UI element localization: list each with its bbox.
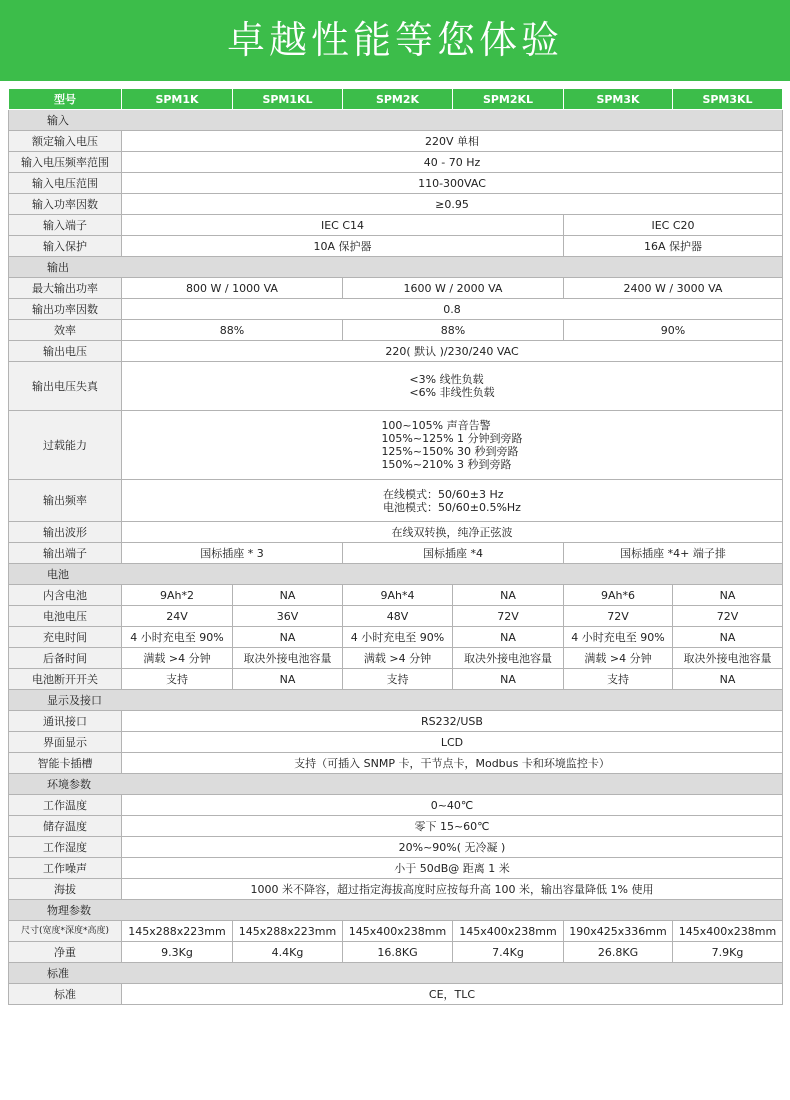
table-row <box>9 984 783 1005</box>
row-label: 输入保护 <box>9 236 122 257</box>
table-row <box>9 173 783 194</box>
row-label: 工作湿度 <box>9 837 122 858</box>
table-row <box>9 711 783 732</box>
table-header-row <box>9 89 783 110</box>
table-row <box>9 732 783 753</box>
table-cell: 4 小时充电至 90% <box>564 627 673 648</box>
table-row <box>9 341 783 362</box>
cell-line: 150%~210% 3 秒到旁路 <box>381 458 512 471</box>
table-cell: 取决外接电池容量 <box>673 648 783 669</box>
table-row <box>9 543 783 564</box>
table-cell: 取决外接电池容量 <box>453 648 564 669</box>
table-cell: NA <box>233 585 343 606</box>
table-cell: NA <box>673 627 783 648</box>
section-label: 输入 <box>9 110 783 131</box>
row-label: 效率 <box>9 320 122 341</box>
table-cell: 取决外接电池容量 <box>233 648 343 669</box>
row-label: 智能卡插槽 <box>9 753 122 774</box>
header-cell: SPM1K <box>122 89 233 110</box>
table-row <box>9 215 783 236</box>
table-cell: 国标插座 *4 <box>343 543 564 564</box>
row-label: 输出频率 <box>9 480 122 522</box>
cell-line: <3% 线性负载 <box>409 373 484 386</box>
table-cell: 支持 <box>564 669 673 690</box>
header-cell: 型号 <box>9 89 122 110</box>
row-label: 输入功率因数 <box>9 194 122 215</box>
row-label: 输出波形 <box>9 522 122 543</box>
table-cell: NA <box>233 669 343 690</box>
section-label: 显示及接口 <box>9 690 783 711</box>
table-cell: 国标插座 *4+ 端子排 <box>564 543 783 564</box>
row-label: 尺寸(宽度*深度*高度) <box>9 921 122 942</box>
table-cell: 72V <box>564 606 673 627</box>
section-row <box>9 963 783 984</box>
table-cell: NA <box>673 669 783 690</box>
table-cell: 145x400x238mm <box>453 921 564 942</box>
row-label: 工作温度 <box>9 795 122 816</box>
row-label: 输入端子 <box>9 215 122 236</box>
table-row <box>9 480 783 522</box>
table-row <box>9 942 783 963</box>
table-cell: 7.4Kg <box>453 942 564 963</box>
table-cell: 16A 保护器 <box>564 236 783 257</box>
table-cell: NA <box>453 585 564 606</box>
row-label: 内含电池 <box>9 585 122 606</box>
table-cell: 72V <box>453 606 564 627</box>
cell-line: 105%~125% 1 分钟到旁路 <box>381 432 523 445</box>
table-cell <box>122 362 783 411</box>
table-cell: NA <box>453 627 564 648</box>
table-cell: 零下 15~60℃ <box>122 816 783 837</box>
section-row <box>9 774 783 795</box>
table-cell: IEC C14 <box>122 215 564 236</box>
table-cell: 7.9Kg <box>673 942 783 963</box>
table-cell: 在线双转换，纯净正弦波 <box>122 522 783 543</box>
row-label: 输入电压频率范围 <box>9 152 122 173</box>
header-cell: SPM3K <box>564 89 673 110</box>
row-label: 标准 <box>9 984 122 1005</box>
table-cell: 220V 单相 <box>122 131 783 152</box>
table-cell: 2400 W / 3000 VA <box>564 278 783 299</box>
table-cell: 145x400x238mm <box>673 921 783 942</box>
table-row <box>9 236 783 257</box>
row-label: 充电时间 <box>9 627 122 648</box>
row-label: 过载能力 <box>9 411 122 480</box>
table-cell: 40 - 70 Hz <box>122 152 783 173</box>
header-cell: SPM2K <box>343 89 453 110</box>
cell-line: 电池模式：50/60±0.5%Hz <box>383 500 521 514</box>
table-cell: 88% <box>343 320 564 341</box>
table-cell: 190x425x336mm <box>564 921 673 942</box>
table-cell: 支持 <box>122 669 233 690</box>
table-cell: 10A 保护器 <box>122 236 564 257</box>
table-cell: 145x288x223mm <box>122 921 233 942</box>
table-cell: 4 小时充电至 90% <box>122 627 233 648</box>
table-cell: ≥0.95 <box>122 194 783 215</box>
header-cell: SPM3KL <box>673 89 783 110</box>
row-label: 后备时间 <box>9 648 122 669</box>
row-label: 海拔 <box>9 879 122 900</box>
title-banner <box>0 0 790 81</box>
table-cell: 24V <box>122 606 233 627</box>
table-cell: 220( 默认 )/230/240 VAC <box>122 341 783 362</box>
header-cell: SPM1KL <box>233 89 343 110</box>
table-cell: 0.8 <box>122 299 783 320</box>
row-label: 输出端子 <box>9 543 122 564</box>
table-cell: 800 W / 1000 VA <box>122 278 343 299</box>
table-row <box>9 753 783 774</box>
row-label: 储存温度 <box>9 816 122 837</box>
table-cell: 9Ah*4 <box>343 585 453 606</box>
section-label: 标准 <box>9 963 783 984</box>
row-label: 界面显示 <box>9 732 122 753</box>
table-cell: 1000 米不降容，超过指定海拔高度时应按每升高 100 米，输出容量降低 1% 使用 <box>122 879 783 900</box>
table-cell: 0~40℃ <box>122 795 783 816</box>
table-row <box>9 837 783 858</box>
table-cell: 9Ah*2 <box>122 585 233 606</box>
row-label: 电池断开开关 <box>9 669 122 690</box>
table-row <box>9 795 783 816</box>
header-cell: SPM2KL <box>453 89 564 110</box>
table-cell: 国标插座 * 3 <box>122 543 343 564</box>
section-label: 电池 <box>9 564 783 585</box>
table-cell: 9.3Kg <box>122 942 233 963</box>
table-row <box>9 669 783 690</box>
table-cell: 小于 50dB@ 距离 1 米 <box>122 858 783 879</box>
table-row <box>9 299 783 320</box>
table-cell: 满载 >4 分钟 <box>122 648 233 669</box>
section-label: 物理参数 <box>9 900 783 921</box>
cell-line: 125%~150% 30 秒到旁路 <box>381 445 519 458</box>
row-label: 最大输出功率 <box>9 278 122 299</box>
table-cell: NA <box>233 627 343 648</box>
section-label: 环境参数 <box>9 774 783 795</box>
table-row <box>9 879 783 900</box>
section-row <box>9 110 783 131</box>
row-label: 工作噪声 <box>9 858 122 879</box>
section-row <box>9 690 783 711</box>
table-row <box>9 278 783 299</box>
row-label: 通讯接口 <box>9 711 122 732</box>
table-cell: 9Ah*6 <box>564 585 673 606</box>
row-label: 输出功率因数 <box>9 299 122 320</box>
section-row <box>9 257 783 278</box>
section-row <box>9 900 783 921</box>
row-label: 净重 <box>9 942 122 963</box>
table-row <box>9 816 783 837</box>
table-row <box>9 320 783 341</box>
table-cell: 20%~90%( 无冷凝 ) <box>122 837 783 858</box>
row-label: 电池电压 <box>9 606 122 627</box>
table-row <box>9 194 783 215</box>
table-cell: 36V <box>233 606 343 627</box>
row-label: 额定输入电压 <box>9 131 122 152</box>
cell-line: 在线模式：50/60±3 Hz <box>383 487 504 501</box>
table-cell: 88% <box>122 320 343 341</box>
table-cell: 支持 <box>343 669 453 690</box>
table-cell: 4.4Kg <box>233 942 343 963</box>
table-cell: 16.8KG <box>343 942 453 963</box>
row-label: 输出电压 <box>9 341 122 362</box>
spec-table <box>8 88 783 1005</box>
table-cell: IEC C20 <box>564 215 783 236</box>
table-cell: 26.8KG <box>564 942 673 963</box>
table-cell: 满载 >4 分钟 <box>564 648 673 669</box>
table-cell: NA <box>673 585 783 606</box>
table-row <box>9 858 783 879</box>
table-cell: NA <box>453 669 564 690</box>
table-row <box>9 131 783 152</box>
table-cell <box>122 480 783 522</box>
table-cell: LCD <box>122 732 783 753</box>
table-row <box>9 152 783 173</box>
table-cell: 1600 W / 2000 VA <box>343 278 564 299</box>
table-cell: RS232/USB <box>122 711 783 732</box>
table-row <box>9 921 783 942</box>
table-row <box>9 362 783 411</box>
table-row <box>9 606 783 627</box>
table-row <box>9 648 783 669</box>
table-cell: CE，TLC <box>122 984 783 1005</box>
table-cell <box>122 411 783 480</box>
table-cell: 145x288x223mm <box>233 921 343 942</box>
table-cell: 145x400x238mm <box>343 921 453 942</box>
row-label: 输入电压范围 <box>9 173 122 194</box>
table-cell: 支持（可插入 SNMP 卡，干节点卡，Modbus 卡和环境监控卡） <box>122 753 783 774</box>
page-title: 卓越性能等您体验 <box>226 18 563 62</box>
row-label: 输出电压失真 <box>9 362 122 411</box>
table-cell: 90% <box>564 320 783 341</box>
table-cell: 满载 >4 分钟 <box>343 648 453 669</box>
section-label: 输出 <box>9 257 783 278</box>
table-row <box>9 522 783 543</box>
table-cell: 72V <box>673 606 783 627</box>
table-row <box>9 627 783 648</box>
table-cell: 48V <box>343 606 453 627</box>
section-row <box>9 564 783 585</box>
table-row <box>9 411 783 480</box>
table-cell: 4 小时充电至 90% <box>343 627 453 648</box>
table-row <box>9 585 783 606</box>
table-cell: 110-300VAC <box>122 173 783 194</box>
cell-line: <6% 非线性负载 <box>409 386 495 399</box>
cell-line: 100~105% 声音告警 <box>381 419 491 432</box>
